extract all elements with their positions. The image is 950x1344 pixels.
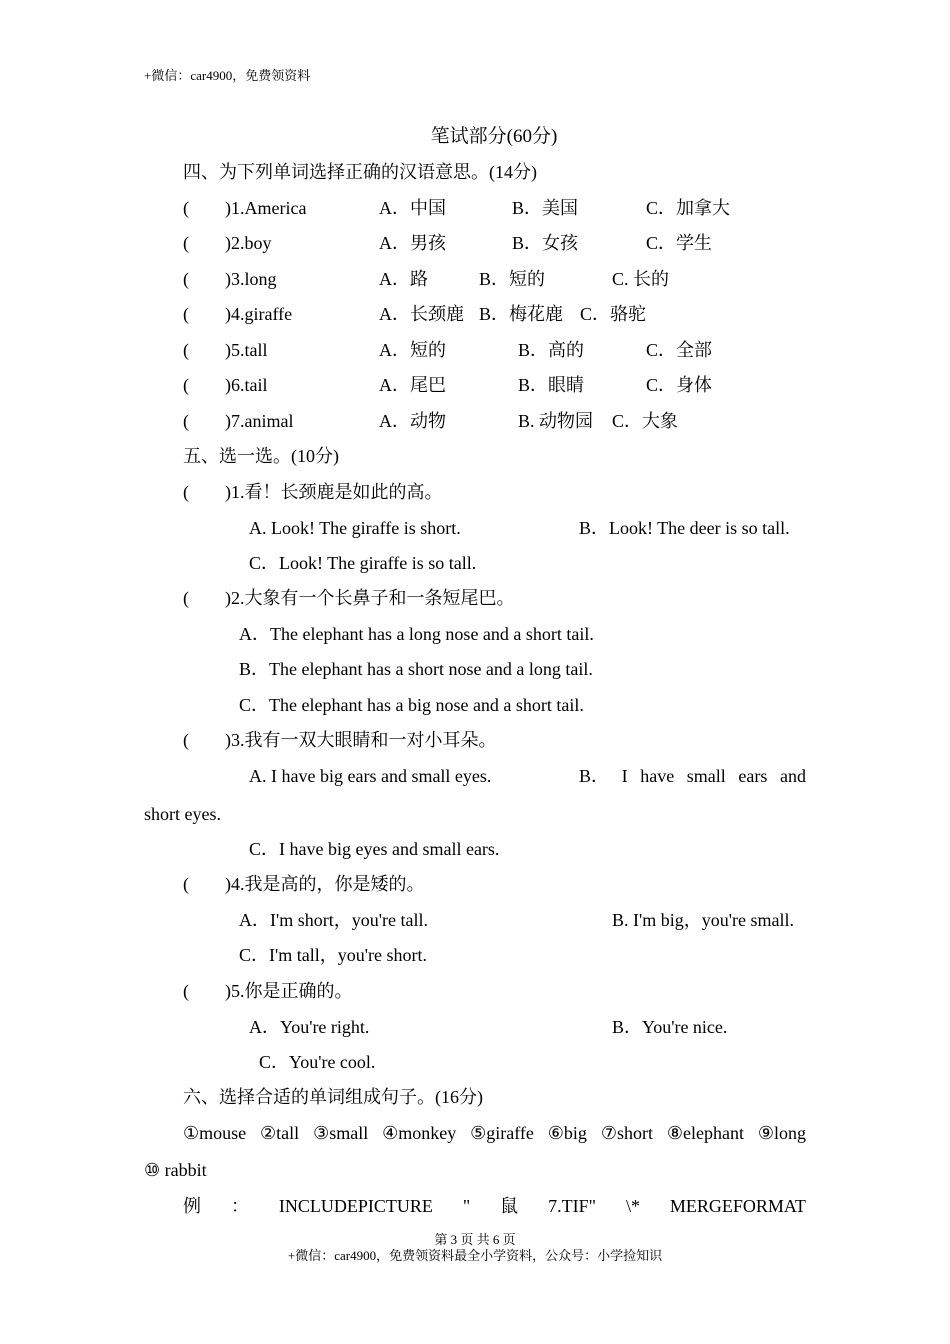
page-number: 第 3 页 共 6 页 [434,1232,516,1247]
word-bank-item: ③small [313,1123,369,1143]
answer-paren: ( [183,198,189,218]
page-title: 笔试部分(60分) [430,126,558,147]
q3-option-c: C．I have big eyes and small ears. [249,839,500,859]
s4-option-a: A．路 [379,269,428,289]
word-bank-item: ②tall [260,1123,300,1143]
q3-option-a: A. I have big ears and small eyes. [249,766,492,786]
section-4-heading: 四、为下列单词选择正确的汉语意思。(14分) [183,162,537,182]
s4-word: )1.America [225,198,307,218]
q1-option-b: B．Look! The deer is so tall. [579,518,790,538]
q1-option-c: C．Look! The giraffe is so tall. [249,553,477,573]
s4-word: )6.tail [225,375,268,395]
q3-option-b-word: small [686,766,726,786]
section-6-heading: 六、选择合适的单词组成句子。(16分) [183,1087,483,1107]
q3-stem: )3.我有一双大眼睛和一对小耳朵。 [225,730,497,750]
s4-option-a: A．中国 [379,198,446,218]
answer-paren: ( [183,304,189,324]
s4-option-b: B．眼睛 [518,375,585,395]
q3-option-b-word: B． [579,766,610,786]
answer-paren: ( [183,233,189,253]
example-part: 例 [183,1196,201,1216]
word-bank-item: ⑤giraffe [470,1123,534,1143]
s4-word: )5.tall [225,340,268,360]
answer-paren: ( [183,874,189,894]
q5-option-c: C．You're cool. [259,1052,376,1072]
section-5-heading: 五、选一选。(10分) [183,446,339,466]
example-part: INCLUDEPICTURE [278,1196,433,1216]
s4-option-a: A．短的 [379,340,446,360]
s4-word: )3.long [225,269,277,289]
example-part: ： [230,1196,249,1216]
q3-option-b [579,767,806,785]
example-part: MERGEFORMAT [669,1196,806,1216]
answer-paren: ( [183,340,189,360]
s4-option-c: C．全部 [646,340,713,360]
s4-option-b: B．短的 [479,269,546,289]
q2-option-b: B．The elephant has a short nose and a long tail. [239,659,593,679]
s4-option-a: A．尾巴 [379,375,446,395]
answer-paren: ( [183,482,189,502]
s4-option-b: B．女孩 [512,233,579,253]
word-bank-item: ⑥big [547,1123,587,1143]
q1-stem: )1.看！长颈鹿是如此的高。 [225,482,443,502]
s4-option-c: C．身体 [646,375,713,395]
q5-stem: )5.你是正确的。 [225,981,353,1001]
q3-option-b-word: ears [738,766,768,786]
example-part: 7.TIF" [548,1196,596,1216]
example-part: \* [625,1196,640,1216]
s4-option-a: A．男孩 [379,233,446,253]
word-bank-item: ⑨long [757,1123,806,1143]
q3-option-b-word: I [621,766,628,786]
answer-paren: ( [183,269,189,289]
word-bank-item: ⑦short [600,1123,653,1143]
q5-option-b: B．You're nice. [612,1017,728,1037]
q4-option-a: A．I'm short，you're tall. [239,910,428,930]
s4-option-b: B．美国 [512,198,579,218]
s4-option-b: B．梅花鹿 [479,304,564,324]
answer-paren: ( [183,411,189,431]
s4-option-c: C. 长的 [612,269,670,289]
s4-option-c: C．加拿大 [646,198,731,218]
s4-option-c: C．大象 [612,411,679,431]
q1-option-a: A. Look! The giraffe is short. [249,518,461,538]
q5-option-a: A．You're right. [249,1017,370,1037]
q4-option-c: C．I'm tall，you're short. [239,945,427,965]
word-bank-item: ⑧elephant [666,1123,744,1143]
answer-paren: ( [183,588,189,608]
s4-word: )2.boy [225,233,272,253]
q4-option-b: B. I'm big，you're small. [612,910,794,930]
example-part: " [462,1196,471,1216]
answer-paren: ( [183,981,189,1001]
q3-option-b-word: and [779,766,806,786]
s4-option-a: A．动物 [379,411,446,431]
q4-stem: )4.我是高的，你是矮的。 [225,874,425,894]
answer-paren: ( [183,375,189,395]
header-note: +微信：car4900，免费领资料 [144,68,311,83]
s4-option-c: C．学生 [646,233,713,253]
q3-option-b-continued: short eyes. [144,804,221,824]
word-bank-item: ①mouse [183,1123,247,1143]
word-bank-item: ④monkey [382,1123,457,1143]
s4-option-c: C．骆驼 [580,304,647,324]
s4-option-a: A．长颈鹿 [379,304,464,324]
word-bank [183,1124,806,1142]
s4-option-b: B．高的 [518,340,585,360]
s4-word: )4.giraffe [225,304,293,324]
example-part: 鼠 [500,1196,519,1216]
example-line [183,1197,806,1215]
q3-option-b-word: have [640,766,675,786]
footer-note: +微信：car4900，免费领资料最全小学资料，公众号：小学捡知识 [287,1248,663,1263]
answer-paren: ( [183,730,189,750]
s4-word: )7.animal [225,411,294,431]
q2-option-c: C．The elephant has a big nose and a short tail. [239,695,584,715]
s4-option-b: B. 动物园 [518,411,594,431]
q2-option-a: A．The elephant has a long nose and a short tail. [239,624,594,644]
word-bank-item: ⑩ rabbit [144,1160,207,1180]
q2-stem: )2.大象有一个长鼻子和一条短尾巴。 [225,588,515,608]
